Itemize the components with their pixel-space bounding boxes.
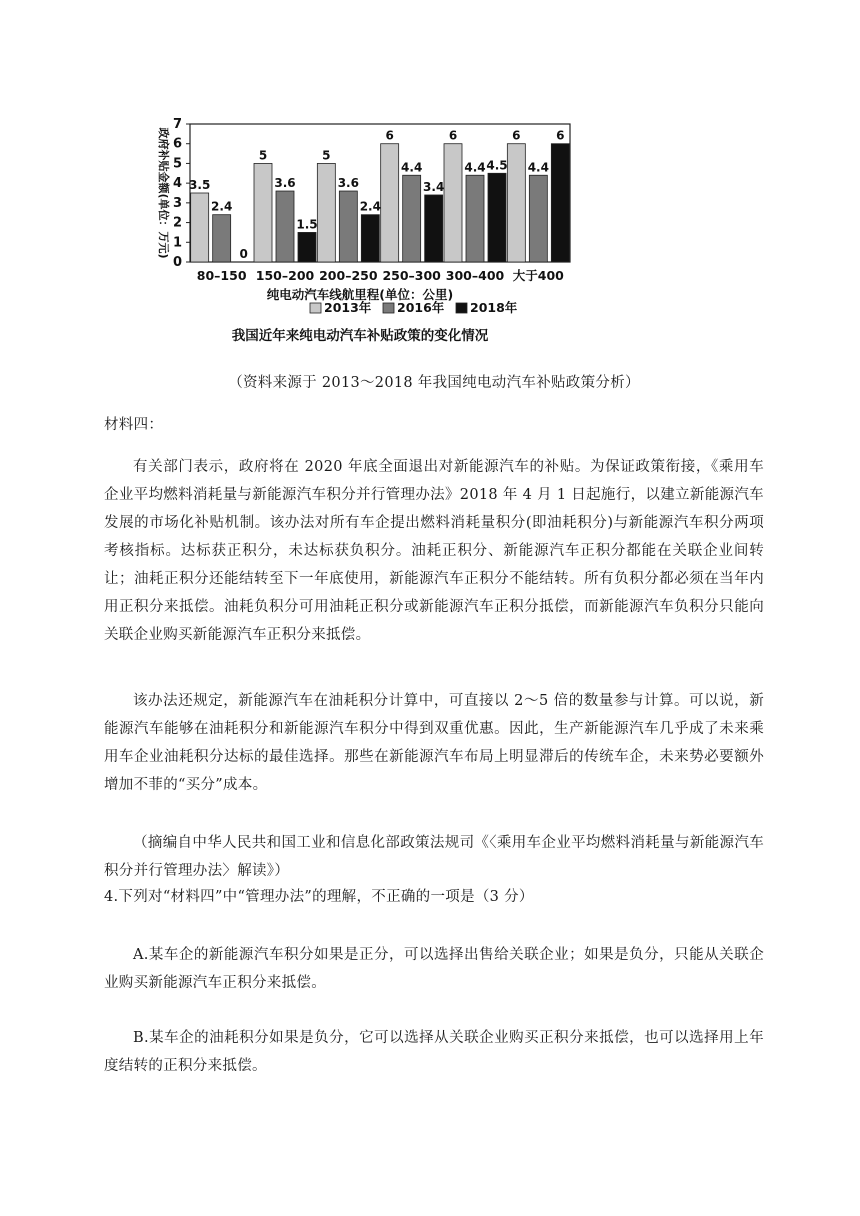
legend-label: 2013年: [324, 300, 372, 315]
bar-data-label: 2.4: [359, 199, 381, 214]
bar: [298, 232, 316, 262]
material-4-paragraph-2: 该办法还规定，新能源汽车在油耗积分计算中，可直接以 2～5 倍的数量参与计算。可以说，新能源汽车能够在油耗积分和新能源汽车积分中得到双重优惠。因此，生产新能源汽车几乎成了未来乘用车企业油耗积分达标的最佳选择。那些在新能源汽车布局上明显滞后的传统车企，未来势必要额外增加不菲的“买分”成本。: [104, 693, 764, 793]
legend-label: 2016年: [397, 300, 445, 315]
bar: [381, 144, 399, 262]
material-4-citation: （摘编自中华人民共和国工业和信息化部政策法规司《〈乘用车企业平均燃料消耗量与新能源汽车积分并行管理办法〉解读》）: [104, 835, 764, 879]
bar-data-label: 1.5: [296, 217, 318, 232]
bar: [507, 144, 525, 262]
legend-label: 2018年: [470, 300, 518, 315]
y-tick-label: 5: [172, 156, 182, 172]
bar: [361, 215, 379, 262]
y-tick-label: 4: [172, 176, 182, 192]
chart-source-note: （资料来源于 2013～2018 年我国纯电动汽车补贴政策分析）: [228, 375, 640, 391]
question-4: 4.下列对“材料四”中“管理办法”的理解，不正确的一项是（3 分）: [104, 889, 534, 905]
bar-data-label: 4.5: [486, 158, 508, 173]
bar: [444, 144, 462, 262]
bar-data-label: 2.4: [211, 199, 233, 214]
legend-swatch: [383, 303, 394, 313]
y-tick-label: 3: [172, 195, 182, 211]
y-tick-label: 6: [172, 136, 182, 152]
bar: [276, 191, 294, 262]
bar: [466, 175, 484, 262]
bar: [339, 191, 357, 262]
x-tick-label: 80–150: [196, 268, 247, 283]
bar: [529, 175, 547, 262]
bar-data-label: 6: [512, 128, 521, 143]
bar-data-label: 4.4: [401, 160, 423, 175]
bar-data-label: 4.4: [464, 160, 486, 175]
bar: [213, 215, 231, 262]
bar-data-label: 6: [556, 128, 565, 143]
bar: [488, 173, 506, 262]
bar-data-label: 3.6: [274, 176, 296, 191]
material-4-paragraph-1: 有关部门表示，政府将在 2020 年底全面退出对新能源汽车的补贴。为保证政策衔接，《乘用车企业平均燃料消耗量与新能源汽车积分并行管理办法》2018 年 4 月 1 日起施行，以建立新能源汽车发展的市场化补贴机制。该办法对所有车企提出燃料消耗量积分(即油耗积分)与新能源汽车积分两项考核指标。达标获正积分，未达标获负积分。油耗正积分、新能源汽车正积分都能在关联企业间转让；油耗正积分还能结转至下一年底使用，新能源汽车正积分不能结转。所有负积分都必须在当年内用正积分来抵偿。油耗负积分可用油耗正积分或新能源汽车正积分抵偿，而新能源汽车负积分只能向关联企业购买新能源汽车正积分来抵偿。: [104, 459, 764, 643]
x-tick-label: 250–300: [382, 268, 441, 283]
bar: [551, 144, 569, 262]
bar: [317, 163, 335, 262]
x-tick-label: 300–400: [445, 268, 505, 283]
bar-data-label: 3.5: [189, 178, 211, 192]
y-tick-label: 7: [172, 117, 182, 132]
bar-data-label: 5: [322, 148, 331, 163]
bar-data-label: 6: [448, 128, 458, 143]
bar: [191, 193, 209, 262]
legend-swatch: [310, 303, 321, 313]
bar-data-label: 6: [385, 128, 394, 143]
section-heading-material-4: 材料四：: [104, 417, 164, 433]
bar-data-label: 4.4: [527, 160, 549, 175]
legend-swatch: [456, 303, 467, 313]
y-tick-label: 1: [172, 235, 182, 251]
bar-data-label: 3.6: [337, 176, 359, 191]
x-tick-label: 150–200: [255, 268, 315, 283]
subsidy-chart: [140, 108, 640, 350]
x-tick-label: 大于400: [512, 268, 564, 283]
bar: [425, 195, 443, 262]
bar: [403, 175, 421, 262]
option-a: A.某车企的新能源汽车积分如果是正分，可以选择出售给关联企业；如果是负分，只能从关联企业购买新能源汽车正积分来抵偿。: [104, 947, 764, 991]
option-b: B.某车企的油耗积分如果是负分，它可以选择从关联企业购买正积分来抵偿，也可以选择用上年度结转的正积分来抵偿。: [104, 1030, 764, 1074]
bar: [254, 163, 272, 262]
x-axis-label: 纯电动汽车线航里程(单位：公里): [266, 287, 454, 302]
chart-svg: [140, 108, 640, 350]
y-tick-label: 2: [172, 215, 182, 231]
y-tick-label: 0: [172, 255, 182, 270]
bar-data-label: 3.4: [423, 179, 445, 194]
y-axis-label: 政府补贴金额(单位：万元): [157, 127, 170, 259]
chart-title: 我国近年来纯电动汽车补贴政策的变化情况: [231, 328, 489, 344]
bar-data-label: 5: [258, 148, 268, 163]
bar-data-label: 0: [239, 247, 248, 261]
x-tick-label: 200–250: [319, 268, 378, 283]
